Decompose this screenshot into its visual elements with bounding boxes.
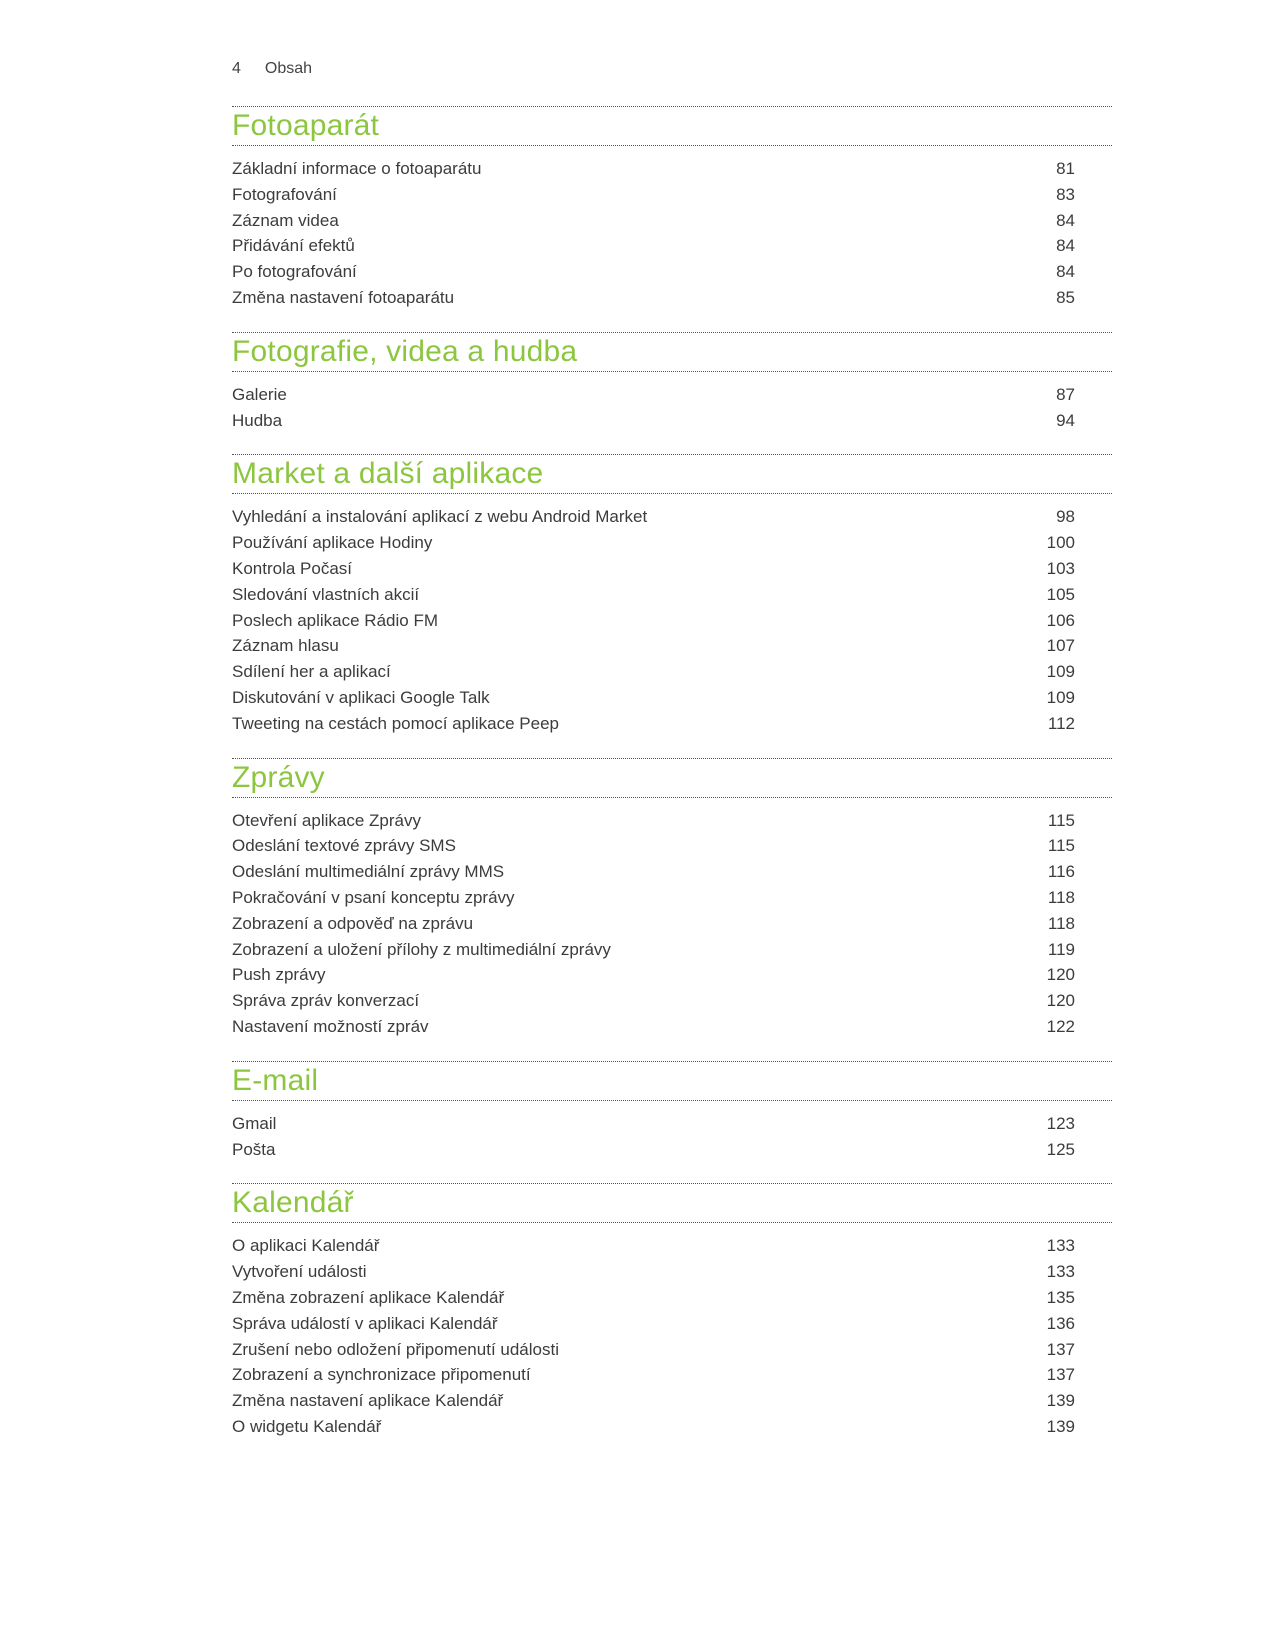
toc-entry-page: 133	[1046, 1236, 1075, 1256]
toc-entry-label: Tweeting na cestách pomocí aplikace Peep	[232, 713, 559, 733]
toc-entry-label: Zrušení nebo odložení připomenutí události	[232, 1339, 559, 1359]
toc-entry[interactable]	[232, 1388, 1112, 1414]
toc-entry-page: 135	[1046, 1287, 1075, 1307]
toc-entry-page: 120	[1046, 991, 1075, 1011]
toc-entry[interactable]	[232, 1311, 1112, 1337]
toc-entry-page: 118	[1047, 887, 1075, 907]
toc-entry[interactable]	[232, 408, 1112, 434]
toc-entry-list	[232, 146, 1112, 311]
toc-entry-page: 133	[1046, 1262, 1075, 1282]
toc-entry[interactable]	[232, 1285, 1112, 1311]
toc-entry-label: Vyhledání a instalování aplikací z webu Android Market	[232, 507, 648, 527]
toc-entry[interactable]	[232, 1362, 1112, 1388]
toc-entry-label: Sledování vlastních akcií	[232, 584, 420, 604]
toc-entry[interactable]	[232, 1111, 1112, 1137]
toc-entry-label: Push zprávy	[232, 965, 326, 985]
toc-entry-page: 123	[1046, 1113, 1075, 1133]
toc-entry-page: 84	[1056, 210, 1075, 230]
toc-entry[interactable]	[232, 937, 1112, 963]
toc-entry-label: Nastavení možností zpráv	[232, 1016, 429, 1036]
toc-entry-list	[232, 372, 1112, 434]
toc-entry-label: Odeslání textové zprávy SMS	[232, 836, 456, 856]
toc-entry-label: Záznam videa	[232, 210, 339, 230]
toc-entry-label: Po fotografování	[232, 262, 357, 282]
section-title[interactable]: Kalendář	[232, 1186, 354, 1220]
toc-section	[232, 1183, 1112, 1439]
toc-entry-label: Kontrola Počasí	[232, 558, 353, 578]
toc-entry[interactable]	[232, 859, 1112, 885]
toc-entry[interactable]	[232, 962, 1112, 988]
toc-section	[232, 1061, 1112, 1163]
toc-entry-label: Sdílení her a aplikací	[232, 662, 391, 682]
toc-entry[interactable]	[232, 285, 1112, 311]
section-title[interactable]: E-mail	[232, 1063, 319, 1097]
toc-entry[interactable]	[232, 1259, 1112, 1285]
toc-entry-label: Změna nastavení fotoaparátu	[232, 287, 455, 307]
toc-entry-page: 120	[1046, 965, 1075, 985]
toc-entry-label: Zobrazení a uložení přílohy z multimediální zprávy	[232, 939, 611, 959]
toc-entry[interactable]	[232, 988, 1112, 1014]
toc-entry-page: 112	[1047, 713, 1075, 733]
toc-section	[232, 332, 1112, 434]
toc-entry-page: 83	[1056, 184, 1075, 204]
toc-entry-page: 84	[1056, 236, 1075, 256]
toc-entry[interactable]	[232, 1414, 1112, 1440]
section-title[interactable]: Market a další aplikace	[232, 457, 544, 491]
toc-entry-label: Přidávání efektů	[232, 236, 355, 256]
toc-section	[232, 758, 1112, 1040]
toc-entry[interactable]	[232, 608, 1112, 634]
toc-entry[interactable]	[232, 259, 1112, 285]
toc-entry[interactable]	[232, 1233, 1112, 1259]
toc-entry-label: Gmail	[232, 1113, 277, 1133]
toc-entry-label: Zobrazení a synchronizace připomenutí	[232, 1365, 531, 1385]
toc-entry-label: Otevření aplikace Zprávy	[232, 810, 421, 830]
toc-entry-page: 115	[1047, 810, 1075, 830]
section-title[interactable]: Zprávy	[232, 760, 325, 794]
toc-entry[interactable]	[232, 659, 1112, 685]
toc-entry[interactable]	[232, 885, 1112, 911]
header-title: Obsah	[264, 60, 313, 77]
toc-section	[232, 106, 1112, 311]
toc-entry[interactable]	[232, 808, 1112, 834]
toc-entry[interactable]	[232, 582, 1112, 608]
toc-entry-label: Pošta	[232, 1139, 276, 1159]
toc-entry-label: Diskutování v aplikaci Google Talk	[232, 687, 490, 707]
toc-entry-page: 109	[1046, 662, 1075, 682]
toc-entry-page: 107	[1046, 636, 1075, 656]
toc-entry-label: Galerie	[232, 384, 287, 404]
toc-entry[interactable]	[232, 208, 1112, 234]
toc-entry-page: 139	[1046, 1416, 1075, 1436]
toc-entry-page: 116	[1047, 862, 1075, 882]
toc-entry-page: 84	[1056, 262, 1075, 282]
toc-entry-page: 137	[1046, 1339, 1075, 1359]
toc-entry-label: Odeslání multimediální zprávy MMS	[232, 862, 505, 882]
toc-entry-label: Poslech aplikace Rádio FM	[232, 610, 438, 630]
toc-entry-page: 122	[1046, 1016, 1075, 1036]
toc-entry-label: Základní informace o fotoaparátu	[232, 159, 482, 178]
toc-entry-label: Správa událostí v aplikaci Kalendář	[232, 1313, 498, 1333]
toc-entry-page: 98	[1056, 507, 1075, 527]
toc-content	[232, 106, 1112, 1461]
toc-entry-page: 139	[1046, 1391, 1075, 1411]
toc-entry-page: 100	[1046, 533, 1075, 553]
toc-entry[interactable]	[232, 156, 1112, 182]
toc-entry-page: 81	[1056, 159, 1075, 178]
toc-entry-page: 106	[1046, 610, 1075, 630]
toc-entry-page: 137	[1046, 1365, 1075, 1385]
toc-entry-label: Používání aplikace Hodiny	[232, 533, 433, 553]
toc-entry-page: 87	[1056, 384, 1075, 404]
header-page-number: 4	[232, 60, 241, 77]
toc-entry[interactable]	[232, 685, 1112, 711]
section-title[interactable]: Fotoaparát	[232, 109, 380, 142]
toc-entry-page: 109	[1046, 687, 1075, 707]
toc-entry-label: O aplikaci Kalendář	[232, 1236, 380, 1256]
toc-entry[interactable]	[232, 556, 1112, 582]
toc-entry-label: Záznam hlasu	[232, 636, 339, 656]
toc-entry-page: 94	[1056, 410, 1075, 430]
toc-entry-label: Správa zpráv konverzací	[232, 991, 420, 1011]
toc-entry-page: 115	[1047, 836, 1075, 856]
toc-entry[interactable]	[232, 530, 1112, 556]
toc-entry-page: 125	[1046, 1139, 1075, 1159]
toc-entry[interactable]	[232, 182, 1112, 208]
toc-entry-list	[232, 1223, 1112, 1439]
toc-entry-label: Zobrazení a odpověď na zprávu	[232, 913, 474, 933]
toc-entry-page: 119	[1047, 939, 1075, 959]
toc-entry-list	[232, 494, 1112, 736]
toc-entry[interactable]	[232, 833, 1112, 859]
toc-entry[interactable]	[232, 382, 1112, 408]
running-header	[232, 60, 312, 78]
toc-entry-label: Změna zobrazení aplikace Kalendář	[232, 1287, 505, 1307]
toc-entry[interactable]	[232, 711, 1112, 737]
toc-entry[interactable]	[232, 911, 1112, 937]
toc-entry-list	[232, 798, 1112, 1040]
toc-entry-page: 105	[1046, 584, 1075, 604]
toc-section	[232, 454, 1112, 736]
toc-entry-label: Fotografování	[232, 184, 337, 204]
toc-entry[interactable]	[232, 1337, 1112, 1363]
toc-entry-page: 103	[1046, 558, 1075, 578]
toc-entry[interactable]	[232, 633, 1112, 659]
toc-entry[interactable]	[232, 1014, 1112, 1040]
toc-entry-page: 136	[1046, 1313, 1075, 1333]
toc-entry-page: 118	[1047, 913, 1075, 933]
section-title[interactable]: Fotografie, videa a hudba	[232, 334, 578, 368]
toc-entry-label: Změna nastavení aplikace Kalendář	[232, 1391, 504, 1411]
toc-entry-list	[232, 1101, 1112, 1163]
toc-entry-label: Vytvoření události	[232, 1262, 367, 1282]
toc-entry[interactable]	[232, 504, 1112, 530]
toc-entry-label: O widgetu Kalendář	[232, 1416, 382, 1436]
toc-entry[interactable]	[232, 233, 1112, 259]
toc-entry[interactable]	[232, 1137, 1112, 1163]
toc-entry-label: Pokračování v psaní konceptu zprávy	[232, 887, 515, 907]
toc-entry-label: Hudba	[232, 410, 283, 430]
toc-entry-page: 85	[1056, 287, 1075, 307]
